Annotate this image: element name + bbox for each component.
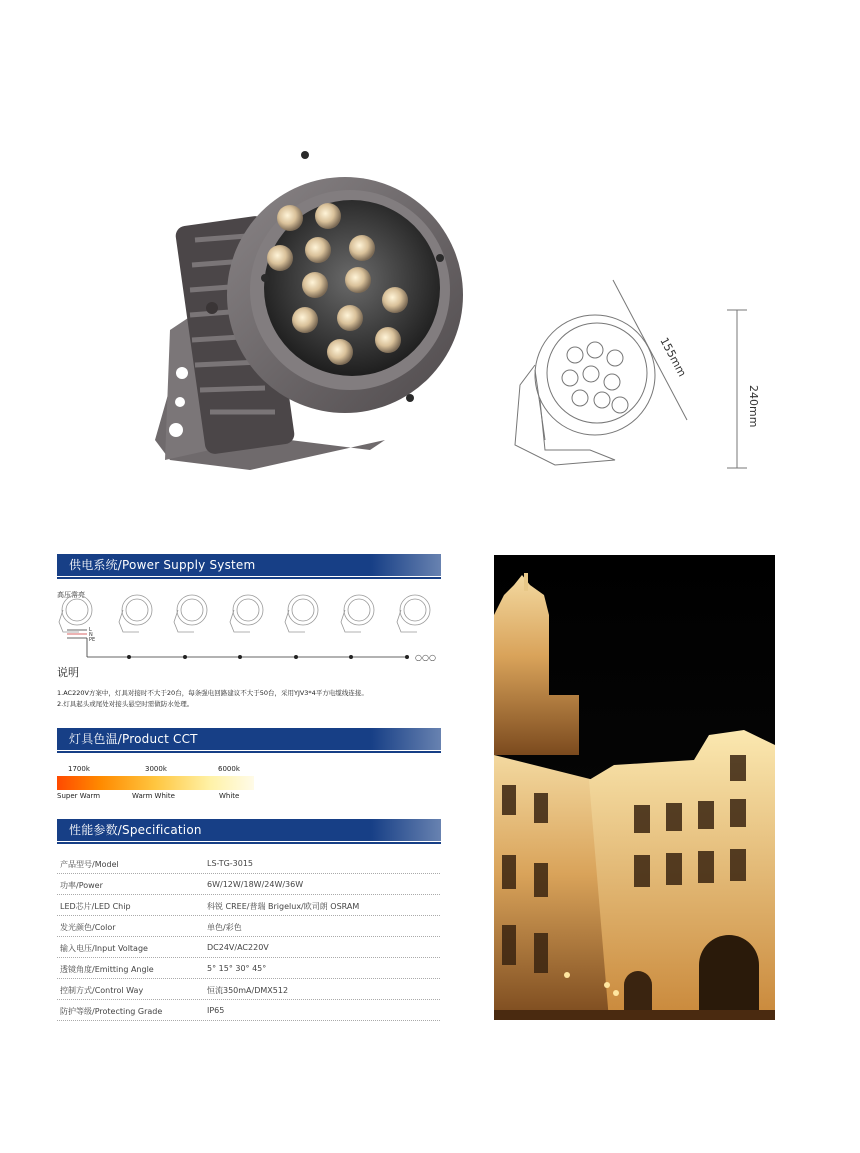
cct-label-warm-white: Warm White bbox=[132, 792, 175, 800]
spec-value: LS-TG-3015 bbox=[207, 859, 254, 868]
product-photo bbox=[140, 140, 480, 480]
spec-row bbox=[57, 999, 440, 1021]
cct-header bbox=[57, 728, 441, 750]
spec-key: 功率/Power bbox=[60, 881, 103, 890]
spec-value: 单色/彩色 bbox=[207, 923, 242, 932]
cct-gradient-bar bbox=[57, 776, 254, 790]
spec-row bbox=[57, 936, 440, 958]
wiring-diagram bbox=[57, 590, 447, 665]
cct-label-super-warm: Super Warm bbox=[57, 792, 101, 800]
cct-title: 灯具色温/Product CCT bbox=[69, 732, 198, 746]
more-dots: ○○○ bbox=[415, 653, 436, 662]
spec-key: LED芯片/LED Chip bbox=[60, 902, 131, 911]
spec-row bbox=[57, 894, 440, 916]
spec-key: 透镜角度/Emitting Angle bbox=[60, 965, 154, 974]
mode-label: 高压常亮 bbox=[57, 591, 85, 599]
power-supply-title: 供电系统/Power Supply System bbox=[69, 558, 256, 572]
spec-value: 5° 15° 30° 45° bbox=[207, 964, 267, 973]
spec-key: 防护等级/Protecting Grade bbox=[60, 1007, 163, 1016]
cct-tick-1700: 1700k bbox=[68, 765, 90, 773]
spec-header bbox=[57, 819, 441, 841]
spec-row bbox=[57, 852, 440, 874]
spec-key: 控制方式/Control Way bbox=[60, 986, 144, 995]
spec-key: 输入电压/Input Voltage bbox=[60, 944, 148, 953]
dimension-240: 240mm bbox=[747, 385, 760, 428]
cct-label-white: White bbox=[219, 792, 240, 800]
spec-row bbox=[57, 957, 440, 979]
cct-tick-6000: 6000k bbox=[218, 765, 240, 773]
spec-value: DC24V/AC220V bbox=[207, 943, 269, 952]
wire-label-n: N bbox=[89, 632, 93, 638]
wire-label-pe: PE bbox=[89, 637, 96, 643]
spec-value: 6W/12W/18W/24W/36W bbox=[207, 880, 304, 889]
spec-value: 科锐 CREE/普瑞 Brigelux/欧司朗 OSRAM bbox=[207, 902, 360, 911]
dimension-155: 155mm bbox=[657, 335, 689, 379]
notes-title: 说明 bbox=[57, 666, 79, 679]
cct-tick-3000: 3000k bbox=[145, 765, 167, 773]
spec-value: 恒流350mA/DMX512 bbox=[207, 986, 289, 995]
note-2: 2.灯具起头或尾处对接头悬空时需做防水处理。 bbox=[57, 700, 194, 708]
spec-row bbox=[57, 978, 440, 1000]
wire-label-l: L bbox=[89, 627, 92, 633]
power-supply-header bbox=[57, 554, 441, 576]
spec-value: IP65 bbox=[207, 1006, 225, 1015]
building-night-photo bbox=[494, 555, 775, 1020]
spec-key: 产品型号/Model bbox=[60, 860, 119, 869]
dimension-drawing bbox=[495, 270, 775, 480]
spec-title: 性能参数/Specification bbox=[69, 823, 202, 837]
note-1: 1.AC220V方案中，灯具对接时不大于20台，每条强电回路建议不大于50台，采用YJV3*4平方电缆线连接。 bbox=[57, 689, 368, 697]
spec-key: 发光颜色/Color bbox=[60, 923, 116, 932]
spec-row bbox=[57, 873, 440, 895]
spec-row bbox=[57, 915, 440, 937]
